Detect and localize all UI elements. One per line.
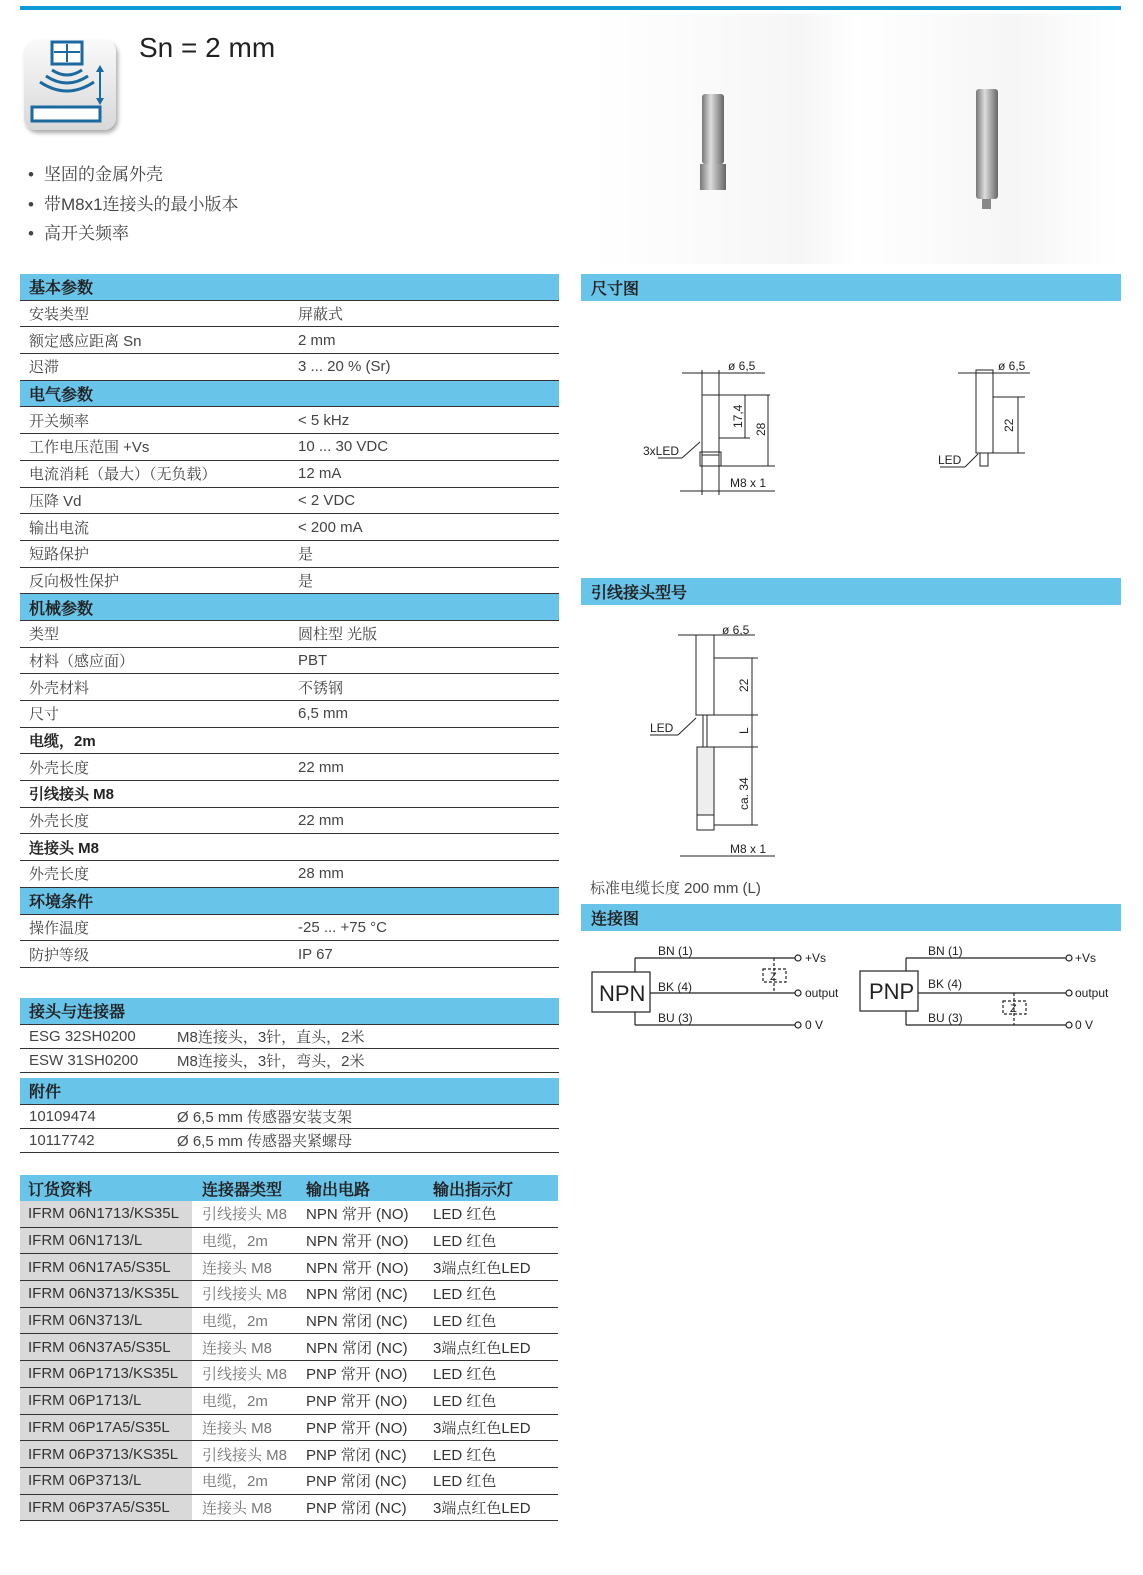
feature-item: • 带M8x1连接头的最小版本 (28, 190, 239, 220)
dimension-label: ca. 34 (737, 777, 751, 810)
dimension-label: 28 (754, 422, 768, 436)
spec-row (20, 648, 559, 675)
column-header: 输出电路 (306, 1181, 371, 1199)
sensor-connector-photo (700, 94, 726, 190)
part-description: M8连接头，3针，直头，2米 (177, 1028, 365, 1046)
led-label: 3xLED (643, 444, 680, 458)
output-indicator: 3端点红色LED (433, 1419, 531, 1437)
npn-diagram (592, 944, 839, 1032)
section-header: 附件 (20, 1078, 559, 1105)
order-code: IFRM 06N3713/KS35L (20, 1281, 192, 1307)
spec-value: -25 ... +75 °C (298, 918, 387, 936)
spec-key: 电流消耗（最大）（无负载） (29, 466, 217, 484)
output-circuit: NPN 常闭 (NC) (306, 1286, 408, 1304)
spec-value: 2 mm (298, 331, 336, 349)
output-circuit: PNP 常开 (NO) (306, 1419, 408, 1437)
connector-type: 电缆，2m (202, 1473, 268, 1491)
spec-row (20, 754, 559, 781)
part-number: 10117742 (29, 1131, 95, 1149)
terminal-label: 0 V (1075, 1018, 1094, 1032)
spec-table (20, 274, 559, 968)
spec-row (20, 514, 559, 541)
spec-row (20, 488, 559, 515)
table-row (20, 1201, 558, 1228)
page-title: Sn = 2 mm (139, 32, 276, 63)
spec-key: 额定感应距离 Sn (29, 332, 142, 350)
spec-value: 圆柱型 光版 (298, 626, 378, 644)
order-code: IFRM 06P17A5/S35L (20, 1415, 192, 1441)
output-indicator: LED 红色 (433, 1473, 497, 1491)
part-number: 10109474 (29, 1107, 96, 1125)
spec-value: 不锈钢 (298, 679, 344, 697)
order-code: IFRM 06N1713/KS35L (20, 1201, 192, 1227)
spec-key: 外壳材料 (29, 679, 90, 697)
spec-key: 类型 (29, 626, 60, 644)
spec-value: 3 ... 20 % (Sr) (298, 358, 391, 376)
spec-row (20, 301, 559, 328)
diameter-label: ø 6,5 (722, 623, 750, 637)
dimension-drawing (620, 350, 1070, 500)
order-code: IFRM 06P3713/L (20, 1468, 192, 1494)
output-circuit: PNP 常闭 (NC) (306, 1446, 407, 1464)
output-circuit: NPN 常开 (NO) (306, 1233, 409, 1251)
spec-value: 是 (298, 572, 314, 590)
output-indicator: 3端点红色LED (433, 1339, 531, 1357)
section-header: 电气参数 (20, 381, 559, 408)
spec-value: 12 mA (298, 465, 342, 483)
wire-label: BU (3) (928, 1011, 963, 1025)
order-code: IFRM 06N1713/L (20, 1228, 192, 1254)
spec-value: 22 mm (298, 812, 344, 830)
dimension-label: 17,4 (731, 404, 745, 428)
order-code: IFRM 06P1713/L (20, 1388, 192, 1414)
wire-label: BK (4) (658, 980, 693, 994)
spec-key: 防护等级 (29, 946, 90, 964)
spec-key: 安装类型 (29, 306, 90, 324)
spec-value: 屏蔽式 (298, 306, 344, 324)
section-header: 环境条件 (20, 888, 559, 915)
table-row (20, 1334, 558, 1361)
spec-key: 材料（感应面） (29, 652, 135, 670)
connector-type: 引线接头 M8 (202, 1206, 288, 1224)
section-header: 机械参数 (20, 594, 559, 621)
spec-value: 10 ... 30 VDC (298, 438, 389, 456)
terminal-label: +Vs (805, 951, 827, 965)
led-label: LED (650, 721, 674, 735)
accessories-table (20, 1078, 559, 1153)
table-row (20, 1441, 558, 1468)
connector-type: 引线接头 M8 (202, 1366, 288, 1384)
thread-label: M8 x 1 (730, 842, 767, 856)
spec-key: 外壳长度 (29, 813, 90, 831)
wire-label: BU (3) (658, 1011, 693, 1025)
spec-value: 6,5 mm (298, 705, 349, 723)
spec-key: 外壳长度 (29, 759, 90, 777)
output-circuit: NPN 常开 (NO) (306, 1259, 409, 1277)
dimension-label: 22 (1002, 418, 1016, 432)
cable-length-caption: 标准电缆长度 200 mm (L) (590, 880, 761, 897)
spec-key: 操作温度 (29, 919, 90, 937)
part-description: Ø 6,5 mm 传感器安装支架 (177, 1108, 353, 1126)
output-indicator: LED 红色 (433, 1393, 497, 1411)
spec-row (20, 541, 559, 568)
spec-row (20, 434, 559, 461)
output-indicator: 3端点红色LED (433, 1259, 531, 1277)
table-row (20, 1025, 559, 1049)
led-label: LED (938, 453, 962, 467)
connector-type: 电缆，2m (202, 1313, 268, 1331)
spec-row (20, 861, 559, 888)
table-row (20, 1049, 559, 1073)
output-circuit: PNP 常闭 (NC) (306, 1499, 407, 1517)
connector-type: 电缆，2m (202, 1233, 268, 1251)
output-indicator: LED 红色 (433, 1206, 497, 1224)
spec-key: 尺寸 (29, 706, 60, 724)
order-code: IFRM 06N17A5/S35L (20, 1254, 192, 1280)
dimension-label: L (737, 727, 751, 734)
output-indicator: 3端点红色LED (433, 1499, 531, 1517)
spec-key: 开关频率 (29, 412, 90, 430)
part-number: ESW 31SH0200 (29, 1051, 139, 1069)
order-code: IFRM 06P37A5/S35L (20, 1495, 192, 1521)
pnp-label: PNP (869, 979, 915, 1004)
spec-key: 输出电流 (29, 519, 90, 537)
terminal-label: +Vs (1075, 951, 1097, 965)
feature-item: • 坚固的金属外壳 (28, 160, 239, 190)
column-header: 连接器类型 (202, 1181, 283, 1199)
subsection-label: 连接头 M8 (20, 834, 559, 861)
table-row (20, 1228, 558, 1255)
wire-label: BN (1) (928, 944, 963, 958)
table-row (20, 1388, 558, 1415)
spec-value: < 2 VDC (298, 491, 356, 509)
pnp-diagram (860, 944, 1109, 1032)
table-header (20, 1175, 558, 1201)
dimension-label: 22 (737, 678, 751, 692)
spec-value: < 200 mA (298, 518, 363, 536)
table-row (20, 1129, 559, 1153)
spec-key: 压降 Vd (29, 492, 82, 510)
output-indicator: LED 红色 (433, 1286, 497, 1304)
order-code: IFRM 06N37A5/S35L (20, 1334, 192, 1360)
spec-row (20, 941, 559, 968)
section-header: 尺寸图 (581, 274, 1121, 301)
order-code: IFRM 06N3713/L (20, 1308, 192, 1334)
subsection-label: 引线接头 M8 (20, 781, 559, 808)
part-number: ESG 32SH0200 (29, 1027, 136, 1045)
part-description: M8连接头，3针，弯头，2米 (177, 1052, 365, 1070)
section-header: 连接图 (581, 904, 1121, 931)
spec-row (20, 354, 559, 381)
spec-row (20, 461, 559, 488)
output-indicator: LED 红色 (433, 1446, 497, 1464)
output-indicator: LED 红色 (433, 1366, 497, 1384)
product-photos (590, 14, 1120, 264)
output-circuit: PNP 常开 (NO) (306, 1366, 408, 1384)
spec-key: 短路保护 (29, 546, 90, 564)
connector-type: 引线接头 M8 (202, 1286, 288, 1304)
output-indicator: LED 红色 (433, 1233, 497, 1251)
spec-key: 迟滞 (29, 359, 60, 377)
spec-row (20, 407, 559, 434)
output-circuit: NPN 常闭 (NC) (306, 1339, 408, 1357)
sensor-cable-photo (976, 89, 998, 209)
section-header: 基本参数 (20, 274, 559, 301)
inductive-sensor-icon (24, 40, 116, 130)
feature-item: • 高开关频率 (28, 219, 239, 249)
table-row (20, 1281, 558, 1308)
spec-row (20, 701, 559, 728)
part-description: Ø 6,5 mm 传感器夹紧螺母 (177, 1132, 353, 1150)
load-label: Z (770, 971, 777, 983)
connector-type: 连接头 M8 (202, 1259, 273, 1277)
spec-value: 28 mm (298, 865, 344, 883)
terminal-label: output (1075, 986, 1109, 1000)
spec-value: 是 (298, 546, 314, 564)
feature-list (28, 160, 239, 249)
output-circuit: PNP 常开 (NO) (306, 1393, 408, 1411)
output-circuit: NPN 常闭 (NC) (306, 1313, 408, 1331)
output-circuit: PNP 常闭 (NC) (306, 1473, 407, 1491)
column-header: 订货资料 (28, 1181, 93, 1199)
spec-key: 反向极性保护 (29, 572, 120, 590)
connector-type: 引线接头 M8 (202, 1446, 288, 1464)
connector-type: 连接头 M8 (202, 1339, 273, 1357)
spec-value: 22 mm (298, 758, 344, 776)
table-row (20, 1254, 558, 1281)
pigtail-drawing (640, 620, 800, 860)
table-row (20, 1361, 558, 1388)
output-indicator: LED 红色 (433, 1313, 497, 1331)
spec-key: 工作电压范围 +Vs (29, 439, 150, 457)
section-header: 引线接头型号 (581, 578, 1121, 605)
wire-label: BK (4) (928, 977, 963, 991)
table-row (20, 1105, 559, 1129)
spec-row (20, 327, 559, 354)
top-rule (20, 6, 1121, 10)
spec-row (20, 915, 559, 942)
table-row (20, 1308, 558, 1335)
thread-label: M8 x 1 (730, 476, 767, 490)
npn-label: NPN (599, 981, 646, 1006)
spec-row (20, 674, 559, 701)
column-header: 输出指示灯 (433, 1181, 514, 1199)
output-circuit: NPN 常开 (NO) (306, 1206, 409, 1224)
connectors-table (20, 998, 559, 1073)
order-code: IFRM 06P3713/KS35L (20, 1441, 192, 1467)
diameter-label: ø 6,5 (998, 359, 1026, 373)
subsection-label: 电缆，2m (20, 728, 559, 755)
diameter-label: ø 6,5 (728, 359, 756, 373)
wire-label: BN (1) (658, 944, 693, 958)
spec-row (20, 568, 559, 595)
load-label: Z (1010, 1003, 1017, 1015)
table-row (20, 1495, 558, 1522)
spec-value: PBT (298, 651, 328, 669)
wiring-diagram (580, 935, 1140, 1045)
table-row (20, 1468, 558, 1495)
connector-type: 电缆，2m (202, 1393, 268, 1411)
table-row (20, 1415, 558, 1442)
spec-key: 外壳长度 (29, 866, 90, 884)
order-code: IFRM 06P1713/KS35L (20, 1361, 192, 1387)
terminal-label: output (805, 986, 839, 1000)
spec-value: < 5 kHz (298, 411, 350, 429)
section-header: 接头与连接器 (20, 998, 559, 1025)
connector-type: 连接头 M8 (202, 1419, 273, 1437)
spec-row (20, 621, 559, 648)
order-table (20, 1175, 558, 1521)
terminal-label: 0 V (805, 1018, 824, 1032)
spec-row (20, 808, 559, 835)
spec-value: IP 67 (298, 945, 333, 963)
connector-type: 连接头 M8 (202, 1499, 273, 1517)
